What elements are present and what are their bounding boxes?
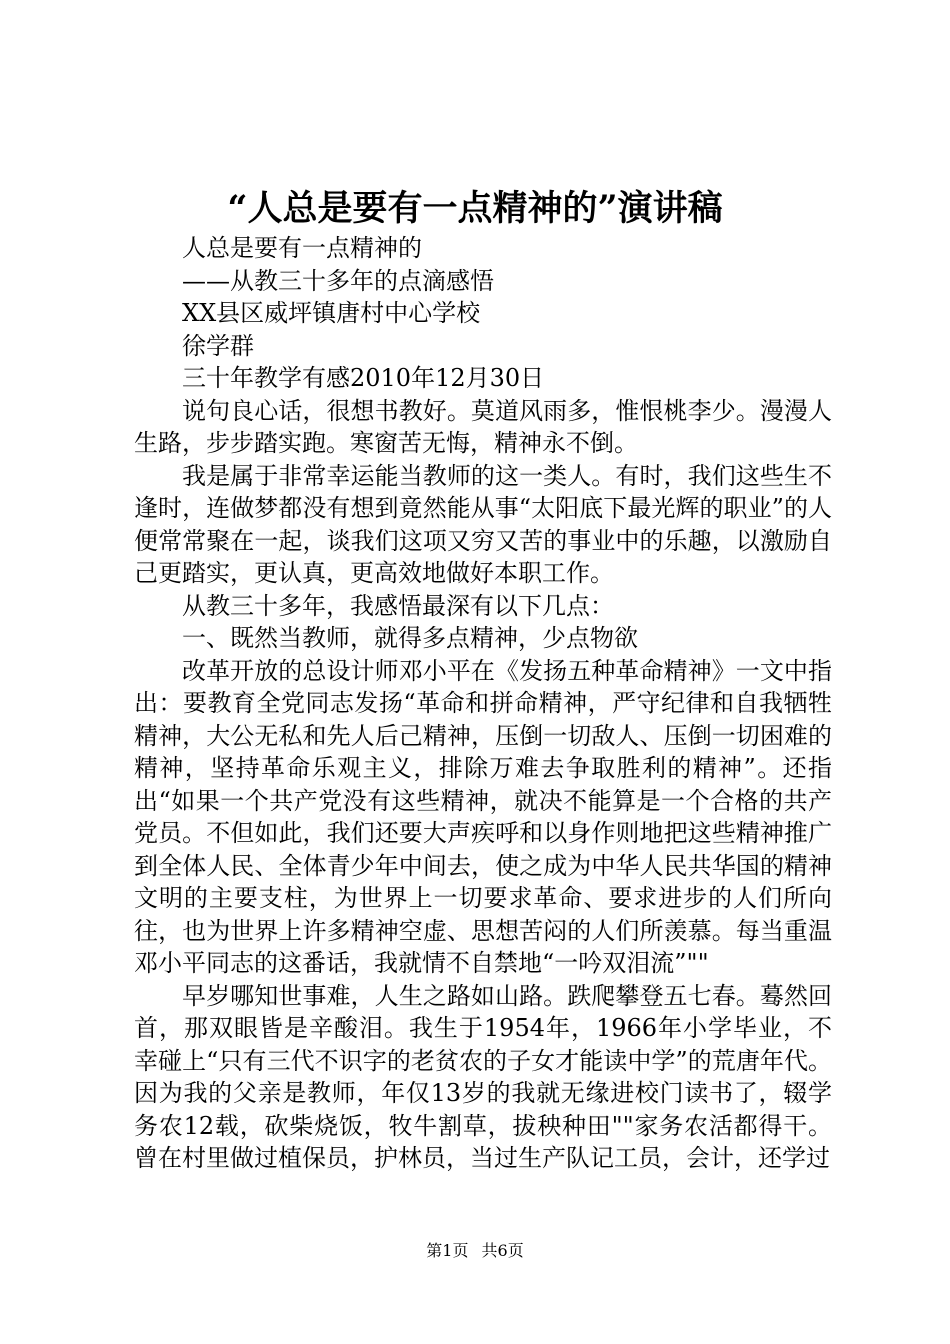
document-body: [134, 232, 832, 1175]
paragraph-points-intro: 从教三十多年，我感悟最深有以下几点：: [182, 591, 614, 620]
paragraph-author: 徐学群: [182, 331, 254, 360]
document-title: “人总是要有一点精神的”演讲稿: [227, 188, 723, 229]
paragraph-story: 早岁哪知世事难，人生之路如山路。跌爬攀登五七春。蓦然回首，那双眼皆是辛酸泪。我生于1954年，1966年小学毕业，不幸碰上“只有三代不识字的老贫农的子女才能读中学”的荒唐年代。因为我的父亲是教师，年仅13岁的我就无缘进校门读书了，辍学务农12载，砍柴烧饭，牧牛割草，拔秧种田""家务农活都得干。曾在村里做过植保员，护林员，当过生产队记工员，会计，还学过: [134, 981, 832, 1172]
paragraph-school: XX县区威坪镇唐村中心学校: [182, 299, 481, 327]
paragraph-date: 三十年教学有感2010年12月30日: [182, 364, 545, 392]
paragraph-intro: 我是属于非常幸运能当教师的这一类人。有时，我们这些生不逢时，连做梦都没有想到竟然能从事“太阳底下最光辉的职业”的人便常常聚在一起，谈我们这项又穷又苦的事业中的乐趣，以激励自己更踏实，更认真，更高效地做好本职工作。: [134, 461, 832, 587]
paragraph-poem: 说句良心话，很想书教好。莫道风雨多，惟恨桃李少。漫漫人生路，步步踏实跑。寒窗苦无悔，精神永不倒。: [134, 396, 832, 457]
paragraph-quote: 改革开放的总设计师邓小平在《发扬五种革命精神》一文中指出：要教育全党同志发扬“革命和拼命精神，严守纪律和自我牺牲精神，大公无私和先人后己精神，压倒一切敌人、压倒一切困难的精神，坚持革命乐观主义，排除万难去争取胜利的精神”。还指出“如果一个共产党没有这些精神，就决不能算是一个合格的共产党员。不但如此，我们还要大声疾呼和以身作则地把这些精神推广到全体人民、全体青少年中间去，使之成为中华人民共华国的精神文明的主要支柱，为世界上一切要求革命、要求进步的人们所向往，也为世界上许多精神空虚、思想苦闷的人们所羡慕。每当重温邓小平同志的这番话，我就情不自禁地“一吟双泪流”"": [134, 656, 832, 977]
paragraph-subtitle: ——从教三十多年的点滴感悟: [182, 266, 494, 295]
page-footer: [0, 1240, 950, 1262]
paragraph-heading: 人总是要有一点精神的: [182, 234, 422, 262]
page-total: 共6页: [481, 1241, 524, 1260]
page-number: 第1页: [426, 1241, 469, 1260]
paragraph-section-heading: 一、既然当教师，就得多点精神，少点物欲: [182, 624, 638, 652]
